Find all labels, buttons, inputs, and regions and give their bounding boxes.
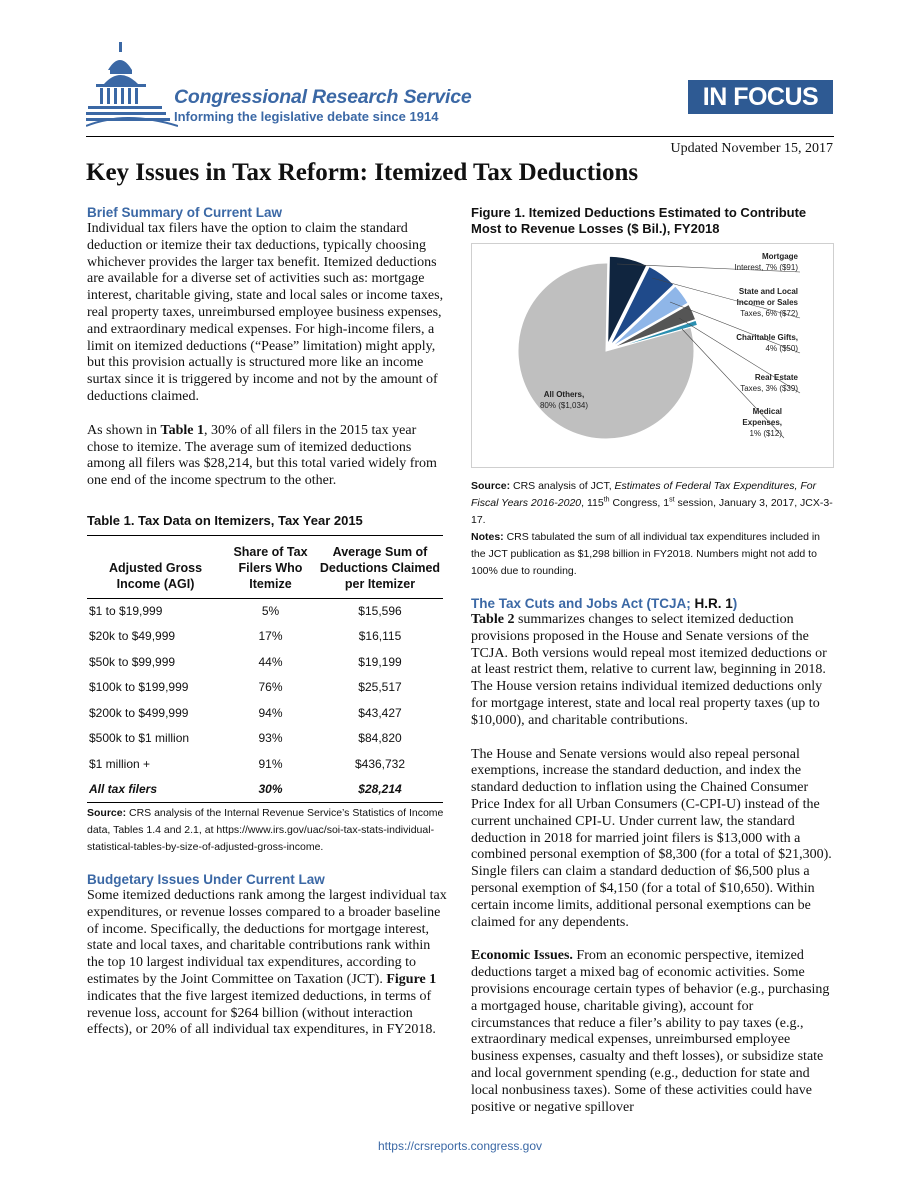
page-title: Key Issues in Tax Reform: Itemized Tax Deductions (86, 159, 639, 186)
figure1-caption: Figure 1. Itemized Deductions Estimated to Contribute Most to Revenue Losses ($ Bil.), FY2018 (471, 205, 807, 236)
hr1-link[interactable]: H.R. 1 (694, 596, 733, 611)
table-cell-average: $16,115 (358, 629, 402, 644)
label-mortgage-2: Interest, 7% ($91) (734, 263, 798, 272)
table-cell-average: $43,427 (358, 705, 402, 720)
table-cell-average: $28,214 (317, 777, 443, 803)
table-cell-agi: All tax filers (87, 777, 224, 803)
table-row (87, 726, 443, 752)
section-heading-tcja: The Tax Cuts and Jobs Act (TCJA; H.R. 1) (471, 596, 738, 611)
label-medical-1: Medical (752, 407, 782, 416)
table-cell-agi: $1 to $19,999 (89, 604, 163, 619)
label-charity-1: Charitable Gifts, (736, 333, 798, 342)
table-cell-average: $84,820 (358, 731, 402, 746)
figure1-source: Source: CRS analysis of JCT, Estimates of Federal Tax Expenditures, For Fiscal Years 2016-2020, 115th Congress, 1st session, January 3, 2017, JCX-3-17. (471, 480, 833, 526)
figure1-reference: Figure 1 (386, 971, 437, 987)
table-cell-share: 17% (258, 629, 283, 644)
table-cell-agi: $50k to $99,999 (89, 654, 176, 669)
label-realestate-1: Real Estate (754, 373, 798, 382)
table-cell-average: $19,199 (358, 654, 402, 669)
col-header-average: Average Sum of Deductions Claimed per Itemizer (317, 535, 443, 598)
table-cell-share: 5% (261, 604, 280, 619)
table-row (87, 598, 443, 624)
paragraph-economic-issues: Economic Issues. From an economic perspective, itemized deductions target a mixed bag of economic activities. Some provisions encourage certain types of behavior (e.g., purchasing a mortgaged house, charitable giving), account for circumstances that reduce a filer’s ability to pay taxes (e.g., extraordinary medical expenses, unreimbursed employee business expenses, casualty and theft losses), or subsidize state and local government spending (e.g., deduction for state and local nonbusiness taxes). Some of these activities could have positive or negative spillover (471, 948, 830, 1115)
table-cell-share: 76% (258, 680, 283, 695)
table-cell-average: $15,596 (358, 604, 402, 619)
paragraph-tcja-summary: Table 2 summarizes changes to select itemized deduction provisions proposed in the House and Senate versions of the TCJA. Both versions would repeal most itemized deductions or at least restrict them, relative to current law, beginning in 2018. The House version retains individual itemized deductions only for mortgage interest, state and local real property taxes (up to $10,000), and charitable contributions. (471, 612, 827, 728)
updated-date: Updated November 15, 2017 (670, 141, 833, 156)
table-cell-average: $25,517 (358, 680, 402, 695)
paragraph-exemptions: The House and Senate versions would also repeal personal exemptions, increase the standard deduction, and index the standard deduction to inflation using the Chained Consumer Price Index for all Urban Consumers (C-CPI-U) instead of the current unchained CPI-U. Under current law, the standard deduction in 2018 for married joint filers is $13,000 with a combined personal exemption of $8,300 (for a total of $21,300). Single filers can claim a standard deduction of $6,500 plus a personal exemption of $4,150 (for a total of $10,650). Within certain income limits, additional personal exemptions can be claimed for any dependents. (471, 746, 832, 930)
label-salt-1: State and Local (738, 287, 798, 296)
col-header-share: Share of Tax Filers Who Itemize (224, 535, 317, 598)
figure1-chart-frame (471, 243, 834, 468)
table-cell-share: 44% (258, 654, 283, 669)
right-column (471, 205, 836, 1116)
col-header-agi: Adjusted Gross Income (AGI) (87, 535, 224, 598)
table-row (87, 649, 443, 675)
table1-caption: Table 1. Tax Data on Itemizers, Tax Year 2015 (87, 512, 363, 528)
in-focus-badge: IN FOCUS (688, 80, 833, 114)
section-heading-current-law: Brief Summary of Current Law (87, 205, 283, 220)
table2-reference: Table 2 (471, 612, 515, 627)
table-cell-share: 91% (258, 756, 283, 771)
table-row (87, 624, 443, 650)
label-mortgage-1: Mortgage (762, 252, 798, 261)
org-tagline: Informing the legislative debate since 1914 (174, 109, 439, 124)
label-salt-2: Income or Sales (736, 298, 798, 307)
pie-chart (472, 244, 833, 467)
crs-capitol-logo (86, 40, 178, 130)
org-name: Congressional Research Service (174, 86, 472, 108)
label-medical-3: 1% ($12) (749, 429, 782, 438)
table-cell-share: 30% (224, 777, 317, 803)
table-row (87, 675, 443, 701)
table-total-row (87, 777, 443, 803)
table-cell-agi: $20k to $49,999 (89, 629, 176, 644)
paragraph-budgetary: Some itemized deductions rank among the largest individual tax expenditures, or revenue losses compared to a broader baseline of income. Specifically, the deductions for mortgage interest, state and local taxes, and charitable contributions rank within the top 10 largest individual tax expenditures, according to estimates by the Joint Committee on Taxation (JCT). Figure 1 indicates that the five largest itemized deductions, in terms of revenue loss, account for $264 billion (without interaction effects), or 20% of all individual tax expenditures, in FY2018. (87, 887, 447, 1038)
table-cell-agi: $1 million + (89, 756, 151, 771)
label-others-2: 80% ($1,034) (539, 401, 589, 410)
paragraph-table-intro: As shown in Table 1, 30% of all filers in the 2015 tax year chose to itemize. The average sum of itemized deductions among all filers was $28,214, but this total varied widely from one end of the income spectrum to the other. (87, 422, 437, 489)
table1-reference: Table 1 (160, 422, 204, 438)
header-divider (86, 136, 834, 137)
left-column (87, 205, 447, 1039)
table-cell-agi: $500k to $1 million (89, 731, 190, 746)
table-cell-agi: $200k to $499,999 (89, 705, 189, 720)
table1-source: Source: CRS analysis of the Internal Revenue Service’s Statistics of Income data, Tables 1.4 and 2.1, at https://www.irs.gov/uac/soi-tax-stats-individual-statistical-tables-by-size-of-adjusted-gross-income. (87, 806, 444, 853)
table-row (87, 751, 443, 777)
figure1-notes: Notes: CRS tabulated the sum of all individual tax expenditures included in the JCT publication as $1,298 billion in FY2018. Numbers might not add to 100% due to rounding. (471, 531, 821, 577)
label-others-1: All Others, (543, 390, 585, 399)
section-heading-budgetary: Budgetary Issues Under Current Law (87, 871, 325, 887)
table-cell-share: 93% (258, 731, 283, 746)
itemizers-table (87, 535, 443, 803)
table-cell-average: $436,732 (354, 756, 406, 771)
label-charity-2: 4% ($50) (765, 344, 798, 353)
footer-url[interactable]: https://crsreports.congress.gov (377, 1139, 543, 1153)
table-cell-agi: $100k to $199,999 (89, 680, 189, 695)
table-row (87, 700, 443, 726)
label-realestate-2: Taxes, 3% ($39) (740, 384, 798, 393)
paragraph-current-law: Individual tax filers have the option to claim the standard deduction or itemize their tax deductions, typically choosing whichever provides the larger tax benefit. Itemized deductions are available for a diverse set of activities such as: mortgage interest, charitable giving, state and local sales or income taxes, real property taxes, unreimbursed employee business expenses, and extraordinary medical expenses. For high-income filers, a limit on itemized deductions (“Pease” limitation) might apply, but this provision actually is structured more like an income surtax since it is triggered by income and not by the amount of deductions claimed. (87, 221, 444, 404)
label-medical-2: Expenses, (742, 418, 782, 427)
label-salt-3: Taxes, 6% ($72) (740, 309, 798, 318)
table-cell-share: 94% (258, 705, 283, 720)
